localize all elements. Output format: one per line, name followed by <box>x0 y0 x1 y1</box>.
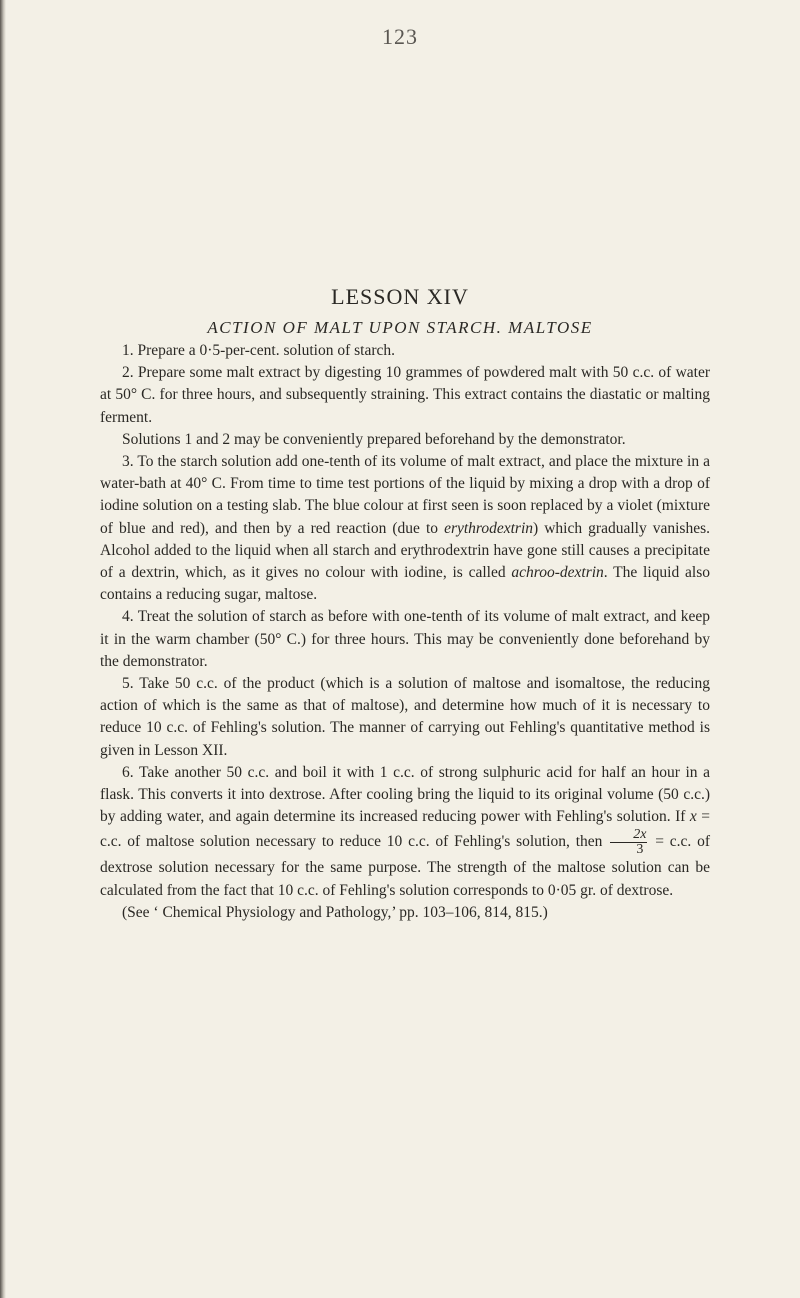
page-number: 123 <box>382 24 418 49</box>
paragraph-6: 5. Take 50 c.c. of the product (which is a solution of maltose and isomaltose, the reducing action of which is the same as that of maltose), and determine how much of it is necessary to reduce 10 c.c. of Fehling's solution. The manner of carrying out Fehling's quantitative method is given in Lesson XII. <box>100 675 710 759</box>
fraction-denominator: 3 <box>636 842 644 858</box>
term-achroo-dextrin: achroo-dextrin <box>511 564 604 582</box>
paragraph-7-text-a: 6. Take another 50 c.c. and boil it with 1 c.c. of strong sulphuric acid for half an hour in a flask. This converts it into dextrose. After cooling bring the liquid to its original volume (50 c.c.) by adding water, and again determine its increased reducing power with Fehling's solution. If <box>100 763 710 826</box>
paragraph-7-text-c: = c.c. of dextrose solution necessary for the same purpose. The strength of the maltose solution can be calculated from the fact that 10 c.c. of Fehling's solution corresponds to 0·05 gr. of dextrose. <box>100 833 710 899</box>
paragraph-7-text-b: = c.c. of maltose solution necessary to reduce 10 c.c. of Fehling's solution, then <box>100 808 710 851</box>
paragraph-8-reference: (See ‘ Chemical Physiology and Pathology,’ pp. 103–106, 814, 815.) <box>122 903 548 921</box>
term-erythrodextrin: erythrodextrin <box>444 519 534 537</box>
fraction-2x-over-3 <box>610 828 647 857</box>
paragraph-4 <box>100 451 710 606</box>
paragraph-3: Solutions 1 and 2 may be conveniently prepared beforehand by the demonstrator. <box>122 430 626 448</box>
paragraph-4-text-b: ) which gradually vanishes. Alcohol added to the liquid when all starch and erythrodextrin have gone still causes a precipitate of a dextrin, which, as it gives no colour with iodine, is called <box>100 519 710 582</box>
paragraph-4-text-a: 3. To the starch solution add one-tenth of its volume of malt extract, and place the mixture in a water-bath at 40° C. From time to time test portions of the liquid by mixing a drop with a drop of iodine solution on a testing slab. The blue colour at first seen is soon replaced by a violet (mixture of blue and red), and then by a red reaction (due to <box>100 453 710 537</box>
paragraph-2: 2. Prepare some malt extract by digesting 10 grammes of powdered malt with 50 c.c. of water at 50° C. for three hours, and subsequently straining. This extract contains the diastatic or malting ferment. <box>100 364 710 426</box>
lesson-subtitle: ACTION OF MALT UPON STARCH. MALTOSE <box>207 318 593 337</box>
paragraph-4-text-c: . The liquid also contains a reducing sugar, maltose. <box>100 564 710 604</box>
variable-x: x <box>689 808 697 826</box>
fraction-numerator: 2x <box>610 828 647 843</box>
paragraph-5: 4. Treat the solution of starch as before with one-tenth of its volume of malt extract, and keep it in the warm chamber (50° C.) for three hours. This may be conveniently done beforehand by the demonstrator. <box>100 608 710 670</box>
paragraph-1: 1. Prepare a 0·5-per-cent. solution of starch. <box>122 342 395 359</box>
paragraph-7 <box>100 762 710 902</box>
lesson-body <box>100 340 710 924</box>
lesson-title: LESSON XIV <box>331 284 469 309</box>
page-spine-shadow <box>0 0 6 1298</box>
